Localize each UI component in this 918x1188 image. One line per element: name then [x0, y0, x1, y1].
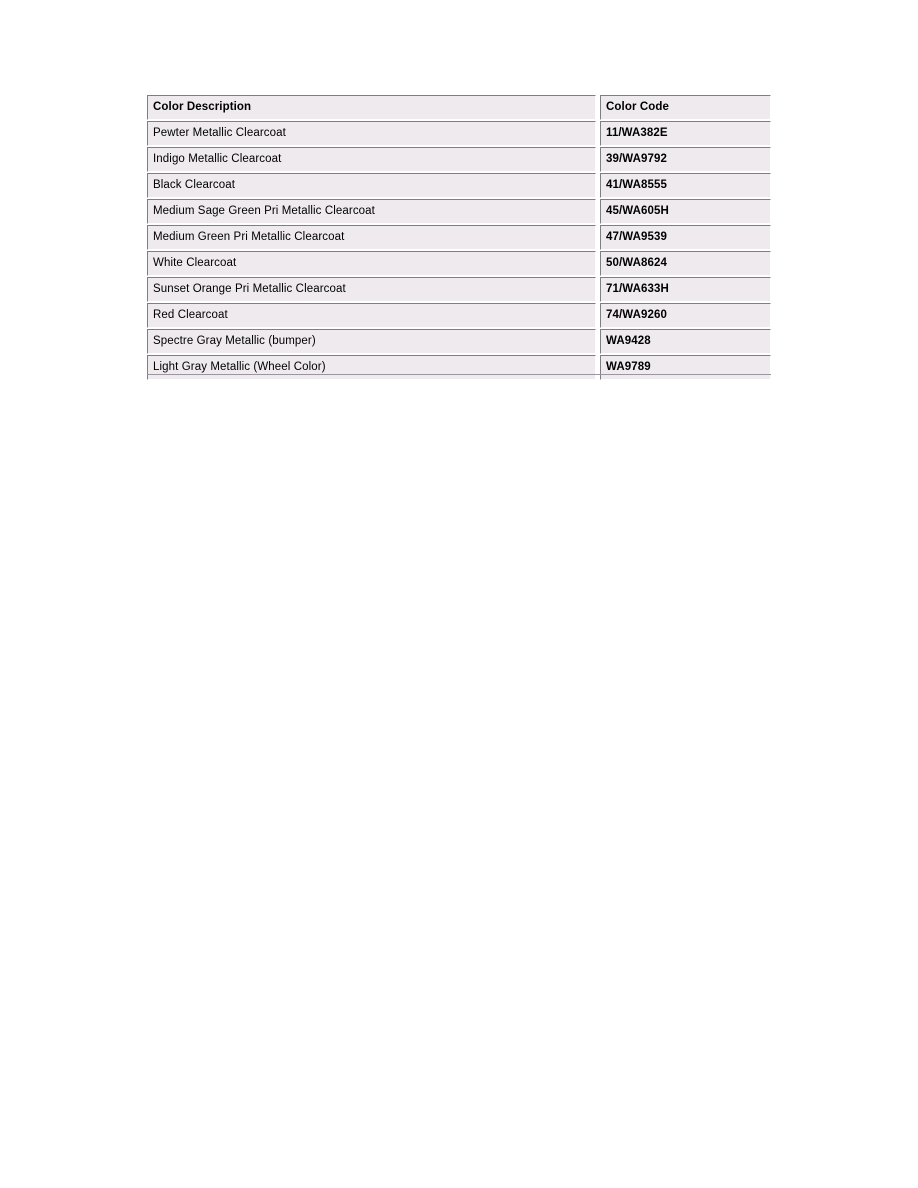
cell-color-code: 45/WA605H — [600, 199, 771, 224]
cell-color-description: Indigo Metallic Clearcoat — [147, 147, 596, 172]
cell-color-description: White Clearcoat — [147, 251, 596, 276]
cell-color-description: Medium Sage Green Pri Metallic Clearcoat — [147, 199, 596, 224]
cell-color-code: 39/WA9792 — [600, 147, 771, 172]
table-row — [147, 173, 771, 198]
cell-color-code: 41/WA8555 — [600, 173, 771, 198]
table-header-row — [147, 95, 771, 120]
cell-color-description: Medium Green Pri Metallic Clearcoat — [147, 225, 596, 250]
column-header-color-description: Color Description — [147, 95, 596, 120]
table-row — [147, 225, 771, 250]
cell-color-code: 11/WA382E — [600, 121, 771, 146]
table-row — [147, 121, 771, 146]
table-row — [147, 355, 771, 380]
table-row — [147, 199, 771, 224]
cell-color-description: Spectre Gray Metallic (bumper) — [147, 329, 596, 354]
vehicle-color-code-table — [147, 95, 771, 381]
cell-color-code: 71/WA633H — [600, 277, 771, 302]
table-row — [147, 277, 771, 302]
table-bottom-edge — [147, 374, 771, 375]
table-row — [147, 329, 771, 354]
cell-color-code: WA9428 — [600, 329, 771, 354]
table-row — [147, 251, 771, 276]
table-body — [147, 121, 771, 381]
cell-color-description: Light Gray Metallic (Wheel Color) — [147, 355, 596, 380]
cell-color-code: 74/WA9260 — [600, 303, 771, 328]
cell-color-code: 47/WA9539 — [600, 225, 771, 250]
cell-color-description: Black Clearcoat — [147, 173, 596, 198]
table-row — [147, 303, 771, 328]
column-header-color-code: Color Code — [600, 95, 771, 120]
cell-color-description: Sunset Orange Pri Metallic Clearcoat — [147, 277, 596, 302]
cell-color-description: Red Clearcoat — [147, 303, 596, 328]
cell-color-description: Pewter Metallic Clearcoat — [147, 121, 596, 146]
cell-color-code: WA9789 — [600, 355, 771, 380]
cell-color-code: 50/WA8624 — [600, 251, 771, 276]
row-separator — [147, 380, 771, 381]
table-row — [147, 147, 771, 172]
